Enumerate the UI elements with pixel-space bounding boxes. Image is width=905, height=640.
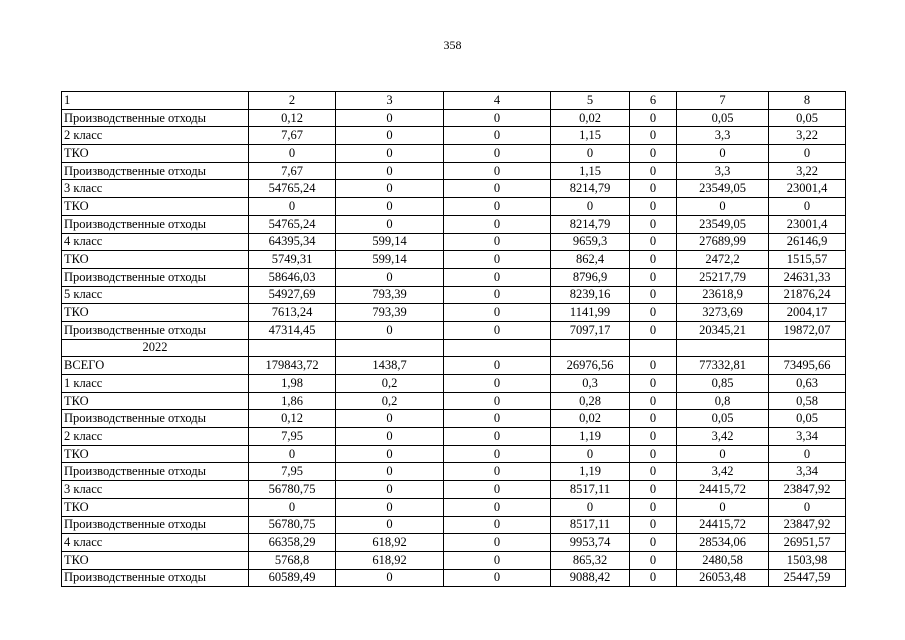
table-cell-col-1: ТКО xyxy=(62,251,249,269)
table-cell-col-1: 1 класс xyxy=(62,375,249,393)
table-cell-col-5: 1,15 xyxy=(551,162,630,180)
table-cell-col-3: 0 xyxy=(336,428,444,446)
table-row xyxy=(62,233,846,251)
table-row xyxy=(62,145,846,163)
table-cell-col-1: Производственные отходы xyxy=(62,321,249,339)
table-cell-col-3: 0 xyxy=(336,498,444,516)
table-cell-col-5: 1,19 xyxy=(551,428,630,446)
table-cell-col-7: 0 xyxy=(677,445,769,463)
table-cell-col-8 xyxy=(769,339,846,357)
table-cell-col-3: 0 xyxy=(336,445,444,463)
table-row xyxy=(62,463,846,481)
table-cell-col-3: 0 xyxy=(336,180,444,198)
table-header-row xyxy=(62,92,846,110)
table-cell-col-6: 0 xyxy=(630,321,677,339)
table-cell-col-4: 0 xyxy=(444,534,551,552)
table-cell-col-5: 8214,79 xyxy=(551,180,630,198)
table-cell-col-8: 3,22 xyxy=(769,162,846,180)
table-cell-col-7: 0 xyxy=(677,198,769,216)
table-row xyxy=(62,180,846,198)
table-cell-col-4: 0 xyxy=(444,215,551,233)
year-row xyxy=(62,339,846,357)
table-cell-col-3: 599,14 xyxy=(336,251,444,269)
table-cell-col-1: 4 класс xyxy=(62,233,249,251)
table-cell-col-6: 0 xyxy=(630,551,677,569)
table-cell-col-7: 25217,79 xyxy=(677,268,769,286)
data-table xyxy=(61,91,846,587)
table-cell-col-8: 25447,59 xyxy=(769,569,846,587)
table-cell-col-2: 54765,24 xyxy=(249,215,336,233)
table-row xyxy=(62,375,846,393)
table-row xyxy=(62,109,846,127)
table-cell-col-5: 8517,11 xyxy=(551,481,630,499)
table-cell-col-4: 0 xyxy=(444,410,551,428)
table-cell-col-6: 0 xyxy=(630,233,677,251)
table-cell-col-2: 0 xyxy=(249,198,336,216)
table-cell-col-7: 20345,21 xyxy=(677,321,769,339)
table-cell-col-8: 21876,24 xyxy=(769,286,846,304)
table-row xyxy=(62,410,846,428)
table-cell-col-7: 7 xyxy=(677,92,769,110)
table-cell-col-2: 1,98 xyxy=(249,375,336,393)
table-cell-col-8: 3,34 xyxy=(769,428,846,446)
table-cell-col-4: 0 xyxy=(444,463,551,481)
table-row xyxy=(62,127,846,145)
table-cell-col-4: 0 xyxy=(444,357,551,375)
table-cell-col-2: 7,67 xyxy=(249,162,336,180)
table-cell-col-2: 1,86 xyxy=(249,392,336,410)
table-cell-col-7: 3,3 xyxy=(677,127,769,145)
table-cell-col-3: 0,2 xyxy=(336,392,444,410)
table-cell-col-6: 0 xyxy=(630,375,677,393)
table-cell-col-5: 8214,79 xyxy=(551,215,630,233)
table-cell-col-7 xyxy=(677,339,769,357)
table-cell-col-6: 6 xyxy=(630,92,677,110)
table-cell-col-5: 8796,9 xyxy=(551,268,630,286)
table-cell-col-6: 0 xyxy=(630,198,677,216)
table-cell-col-8: 1503,98 xyxy=(769,551,846,569)
table-cell-col-5: 1,19 xyxy=(551,463,630,481)
table-cell-col-1: ВСЕГО xyxy=(62,357,249,375)
table-cell-col-4: 0 xyxy=(444,392,551,410)
table-cell-col-5: 0 xyxy=(551,145,630,163)
table-cell-col-7: 77332,81 xyxy=(677,357,769,375)
table-cell-col-8: 23001,4 xyxy=(769,215,846,233)
table-row xyxy=(62,215,846,233)
table-row xyxy=(62,498,846,516)
table-cell-col-2: 54765,24 xyxy=(249,180,336,198)
table-row xyxy=(62,569,846,587)
table-row xyxy=(62,357,846,375)
table-cell-col-1: Производственные отходы xyxy=(62,162,249,180)
table-cell-col-4: 0 xyxy=(444,321,551,339)
table-cell-col-5: 865,32 xyxy=(551,551,630,569)
table-cell-col-5: 0,02 xyxy=(551,109,630,127)
table-cell-col-1: Производственные отходы xyxy=(62,410,249,428)
table-cell-col-7: 24415,72 xyxy=(677,516,769,534)
table-row xyxy=(62,286,846,304)
table-cell-col-3: 618,92 xyxy=(336,534,444,552)
table-cell-col-5: 0 xyxy=(551,498,630,516)
table-cell-col-6: 0 xyxy=(630,357,677,375)
table-cell-col-3: 0 xyxy=(336,198,444,216)
table-cell-col-3: 618,92 xyxy=(336,551,444,569)
table-cell-col-3: 0 xyxy=(336,127,444,145)
table-cell-col-5: 9953,74 xyxy=(551,534,630,552)
table-cell-col-5: 9088,42 xyxy=(551,569,630,587)
table-cell-col-2: 2 xyxy=(249,92,336,110)
table-cell-col-2: 0 xyxy=(249,445,336,463)
table-cell-col-6: 0 xyxy=(630,463,677,481)
table-cell-col-8: 3,34 xyxy=(769,463,846,481)
table-cell-col-5: 1141,99 xyxy=(551,304,630,322)
table-cell-col-4: 0 xyxy=(444,251,551,269)
table-cell-col-6 xyxy=(630,339,677,357)
table-cell-col-1: Производственные отходы xyxy=(62,109,249,127)
table-row xyxy=(62,198,846,216)
table-row xyxy=(62,534,846,552)
table-cell-col-1: Производственные отходы xyxy=(62,516,249,534)
table-cell-col-6: 0 xyxy=(630,215,677,233)
table-cell-col-4: 0 xyxy=(444,428,551,446)
table-cell-col-8: 8 xyxy=(769,92,846,110)
table-cell-col-3: 1438,7 xyxy=(336,357,444,375)
table-cell-col-7: 23618,9 xyxy=(677,286,769,304)
table-cell-col-2: 7,95 xyxy=(249,463,336,481)
table-cell-col-7: 23549,05 xyxy=(677,180,769,198)
table-cell-col-2: 7,95 xyxy=(249,428,336,446)
table-cell-col-4: 0 xyxy=(444,198,551,216)
table-cell-col-6: 0 xyxy=(630,410,677,428)
table-cell-col-3: 0 xyxy=(336,215,444,233)
table-cell-col-7: 3,42 xyxy=(677,428,769,446)
table-cell-col-2: 0 xyxy=(249,498,336,516)
table-cell-col-6: 0 xyxy=(630,180,677,198)
table-cell-col-1: Производственные отходы xyxy=(62,215,249,233)
table-cell-col-8: 0 xyxy=(769,498,846,516)
table-row xyxy=(62,516,846,534)
table-cell-col-2: 7,67 xyxy=(249,127,336,145)
table-cell-col-4: 4 xyxy=(444,92,551,110)
table-cell-col-1: Производственные отходы xyxy=(62,268,249,286)
table-cell-col-3: 0 xyxy=(336,145,444,163)
table-cell-col-8: 23847,92 xyxy=(769,481,846,499)
table-cell-col-8: 24631,33 xyxy=(769,268,846,286)
table-cell-col-4 xyxy=(444,339,551,357)
table-cell-col-1: ТКО xyxy=(62,551,249,569)
table-cell-col-8: 23847,92 xyxy=(769,516,846,534)
table-cell-col-7: 28534,06 xyxy=(677,534,769,552)
table-cell-col-6: 0 xyxy=(630,569,677,587)
table-cell-col-3: 0 xyxy=(336,410,444,428)
table-cell-col-7: 27689,99 xyxy=(677,233,769,251)
table-row xyxy=(62,304,846,322)
table-cell-col-7: 2480,58 xyxy=(677,551,769,569)
table-cell-col-3: 0 xyxy=(336,463,444,481)
table-cell-col-3: 0 xyxy=(336,268,444,286)
table-row xyxy=(62,428,846,446)
table-cell-col-6: 0 xyxy=(630,251,677,269)
table-cell-col-6: 0 xyxy=(630,286,677,304)
table-cell-col-4: 0 xyxy=(444,516,551,534)
table-cell-col-3: 793,39 xyxy=(336,286,444,304)
table-cell-col-5: 0 xyxy=(551,198,630,216)
table-cell-col-6: 0 xyxy=(630,268,677,286)
table-cell-col-8: 0 xyxy=(769,445,846,463)
table-cell-col-4: 0 xyxy=(444,286,551,304)
table-cell-col-6: 0 xyxy=(630,162,677,180)
table-cell-col-8: 26951,57 xyxy=(769,534,846,552)
table-cell-col-5: 8239,16 xyxy=(551,286,630,304)
table-cell-col-6: 0 xyxy=(630,109,677,127)
table-cell-col-1: 1 xyxy=(62,92,249,110)
table-cell-col-4: 0 xyxy=(444,145,551,163)
table-cell-col-2: 54927,69 xyxy=(249,286,336,304)
table-cell-col-1: ТКО xyxy=(62,392,249,410)
table-cell-col-2: 5749,31 xyxy=(249,251,336,269)
table-cell-col-5: 0,28 xyxy=(551,392,630,410)
table-cell-col-5: 26976,56 xyxy=(551,357,630,375)
table-cell-col-7: 2472,2 xyxy=(677,251,769,269)
page-number: 358 xyxy=(443,38,462,52)
table-cell-col-7: 3273,69 xyxy=(677,304,769,322)
table-cell-col-1: ТКО xyxy=(62,198,249,216)
table-cell-col-8: 0,05 xyxy=(769,109,846,127)
table-cell-col-1: 2 класс xyxy=(62,428,249,446)
table-cell-col-3: 793,39 xyxy=(336,304,444,322)
table-cell-col-7: 0,05 xyxy=(677,109,769,127)
table-cell-col-3 xyxy=(336,339,444,357)
table-cell-col-4: 0 xyxy=(444,268,551,286)
table-cell-col-8: 26146,9 xyxy=(769,233,846,251)
table-cell-col-2: 47314,45 xyxy=(249,321,336,339)
table-cell-col-4: 0 xyxy=(444,551,551,569)
table-cell-col-7: 0,8 xyxy=(677,392,769,410)
table-cell-col-8: 3,22 xyxy=(769,127,846,145)
table-cell-col-8: 2004,17 xyxy=(769,304,846,322)
table-cell-col-3: 0,2 xyxy=(336,375,444,393)
table-cell-col-3: 0 xyxy=(336,109,444,127)
table-cell-col-4: 0 xyxy=(444,569,551,587)
table-cell-col-7: 23549,05 xyxy=(677,215,769,233)
table-cell-col-4: 0 xyxy=(444,162,551,180)
table-cell-col-5: 7097,17 xyxy=(551,321,630,339)
table-cell-col-1: ТКО xyxy=(62,498,249,516)
table-cell-col-8: 23001,4 xyxy=(769,180,846,198)
table-cell-col-4: 0 xyxy=(444,180,551,198)
table-cell-col-6: 0 xyxy=(630,428,677,446)
table-cell-col-6: 0 xyxy=(630,445,677,463)
table-cell-col-3: 0 xyxy=(336,162,444,180)
table-cell-col-2: 58646,03 xyxy=(249,268,336,286)
table-cell-col-1: 5 класс xyxy=(62,286,249,304)
table-cell-col-7: 26053,48 xyxy=(677,569,769,587)
table-cell-col-8: 73495,66 xyxy=(769,357,846,375)
table-cell-col-4: 0 xyxy=(444,481,551,499)
table-cell-col-5: 0,3 xyxy=(551,375,630,393)
table-cell-col-3: 3 xyxy=(336,92,444,110)
table-body xyxy=(62,92,846,587)
table-cell-col-8: 0 xyxy=(769,145,846,163)
table-cell-col-3: 0 xyxy=(336,321,444,339)
table-cell-col-6: 0 xyxy=(630,127,677,145)
table-cell-col-4: 0 xyxy=(444,498,551,516)
table-cell-col-1: ТКО xyxy=(62,145,249,163)
table-row xyxy=(62,162,846,180)
table-cell-col-8: 19872,07 xyxy=(769,321,846,339)
table-cell-col-7: 0,85 xyxy=(677,375,769,393)
table-cell-col-4: 0 xyxy=(444,127,551,145)
table-cell-col-7: 3,42 xyxy=(677,463,769,481)
table-cell-col-4: 0 xyxy=(444,445,551,463)
table-row xyxy=(62,481,846,499)
table-cell-col-8: 0,05 xyxy=(769,410,846,428)
table-row xyxy=(62,268,846,286)
table-row xyxy=(62,251,846,269)
table-cell-col-6: 0 xyxy=(630,392,677,410)
table-cell-col-6: 0 xyxy=(630,304,677,322)
table-cell-col-3: 0 xyxy=(336,481,444,499)
table-cell-col-7: 0 xyxy=(677,498,769,516)
table-cell-col-8: 1515,57 xyxy=(769,251,846,269)
table-cell-col-5: 8517,11 xyxy=(551,516,630,534)
table-cell-col-4: 0 xyxy=(444,304,551,322)
table-cell-col-7: 3,3 xyxy=(677,162,769,180)
table-cell-col-5 xyxy=(551,339,630,357)
table-cell-col-1: Производственные отходы xyxy=(62,569,249,587)
table-cell-col-2: 56780,75 xyxy=(249,481,336,499)
table-cell-col-4: 0 xyxy=(444,109,551,127)
table-cell-col-1: 2 класс xyxy=(62,127,249,145)
table-row xyxy=(62,321,846,339)
table-cell-col-6: 0 xyxy=(630,516,677,534)
table-cell-col-2: 5768,8 xyxy=(249,551,336,569)
table-cell-col-4: 0 xyxy=(444,375,551,393)
table-cell-col-3: 0 xyxy=(336,569,444,587)
table-cell-col-5: 0,02 xyxy=(551,410,630,428)
table-cell-col-6: 0 xyxy=(630,145,677,163)
table-row xyxy=(62,445,846,463)
table-cell-col-7: 24415,72 xyxy=(677,481,769,499)
table-cell-col-2: 64395,34 xyxy=(249,233,336,251)
table-cell-col-3: 599,14 xyxy=(336,233,444,251)
table-cell-col-6: 0 xyxy=(630,481,677,499)
table-cell-col-2: 179843,72 xyxy=(249,357,336,375)
table-cell-col-2 xyxy=(249,339,336,357)
table-cell-col-5: 1,15 xyxy=(551,127,630,145)
table-cell-col-7: 0,05 xyxy=(677,410,769,428)
table-cell-col-2: 60589,49 xyxy=(249,569,336,587)
table-cell-col-5: 862,4 xyxy=(551,251,630,269)
table-cell-col-8: 0,58 xyxy=(769,392,846,410)
table-cell-col-1: ТКО xyxy=(62,445,249,463)
table-cell-col-1: 4 класс xyxy=(62,534,249,552)
table-row xyxy=(62,392,846,410)
table-cell-col-5: 0 xyxy=(551,445,630,463)
table-cell-col-5: 9659,3 xyxy=(551,233,630,251)
table-cell-col-1: 3 класс xyxy=(62,481,249,499)
table-cell-col-1: 3 класс xyxy=(62,180,249,198)
table-cell-col-4: 0 xyxy=(444,233,551,251)
table-cell-col-2: 56780,75 xyxy=(249,516,336,534)
table-cell-col-2: 0,12 xyxy=(249,410,336,428)
table-cell-col-2: 0,12 xyxy=(249,109,336,127)
table-cell-col-1: ТКО xyxy=(62,304,249,322)
table-cell-col-6: 0 xyxy=(630,534,677,552)
table-cell-col-2: 7613,24 xyxy=(249,304,336,322)
table-cell-col-8: 0 xyxy=(769,198,846,216)
table-cell-col-7: 0 xyxy=(677,145,769,163)
table-cell-col-2: 0 xyxy=(249,145,336,163)
table-cell-col-3: 0 xyxy=(336,516,444,534)
table-cell-col-1: 2022 xyxy=(62,339,249,357)
table-cell-col-8: 0,63 xyxy=(769,375,846,393)
table-cell-col-2: 66358,29 xyxy=(249,534,336,552)
table-cell-col-5: 5 xyxy=(551,92,630,110)
table-cell-col-6: 0 xyxy=(630,498,677,516)
table-row xyxy=(62,551,846,569)
table-cell-col-1: Производственные отходы xyxy=(62,463,249,481)
